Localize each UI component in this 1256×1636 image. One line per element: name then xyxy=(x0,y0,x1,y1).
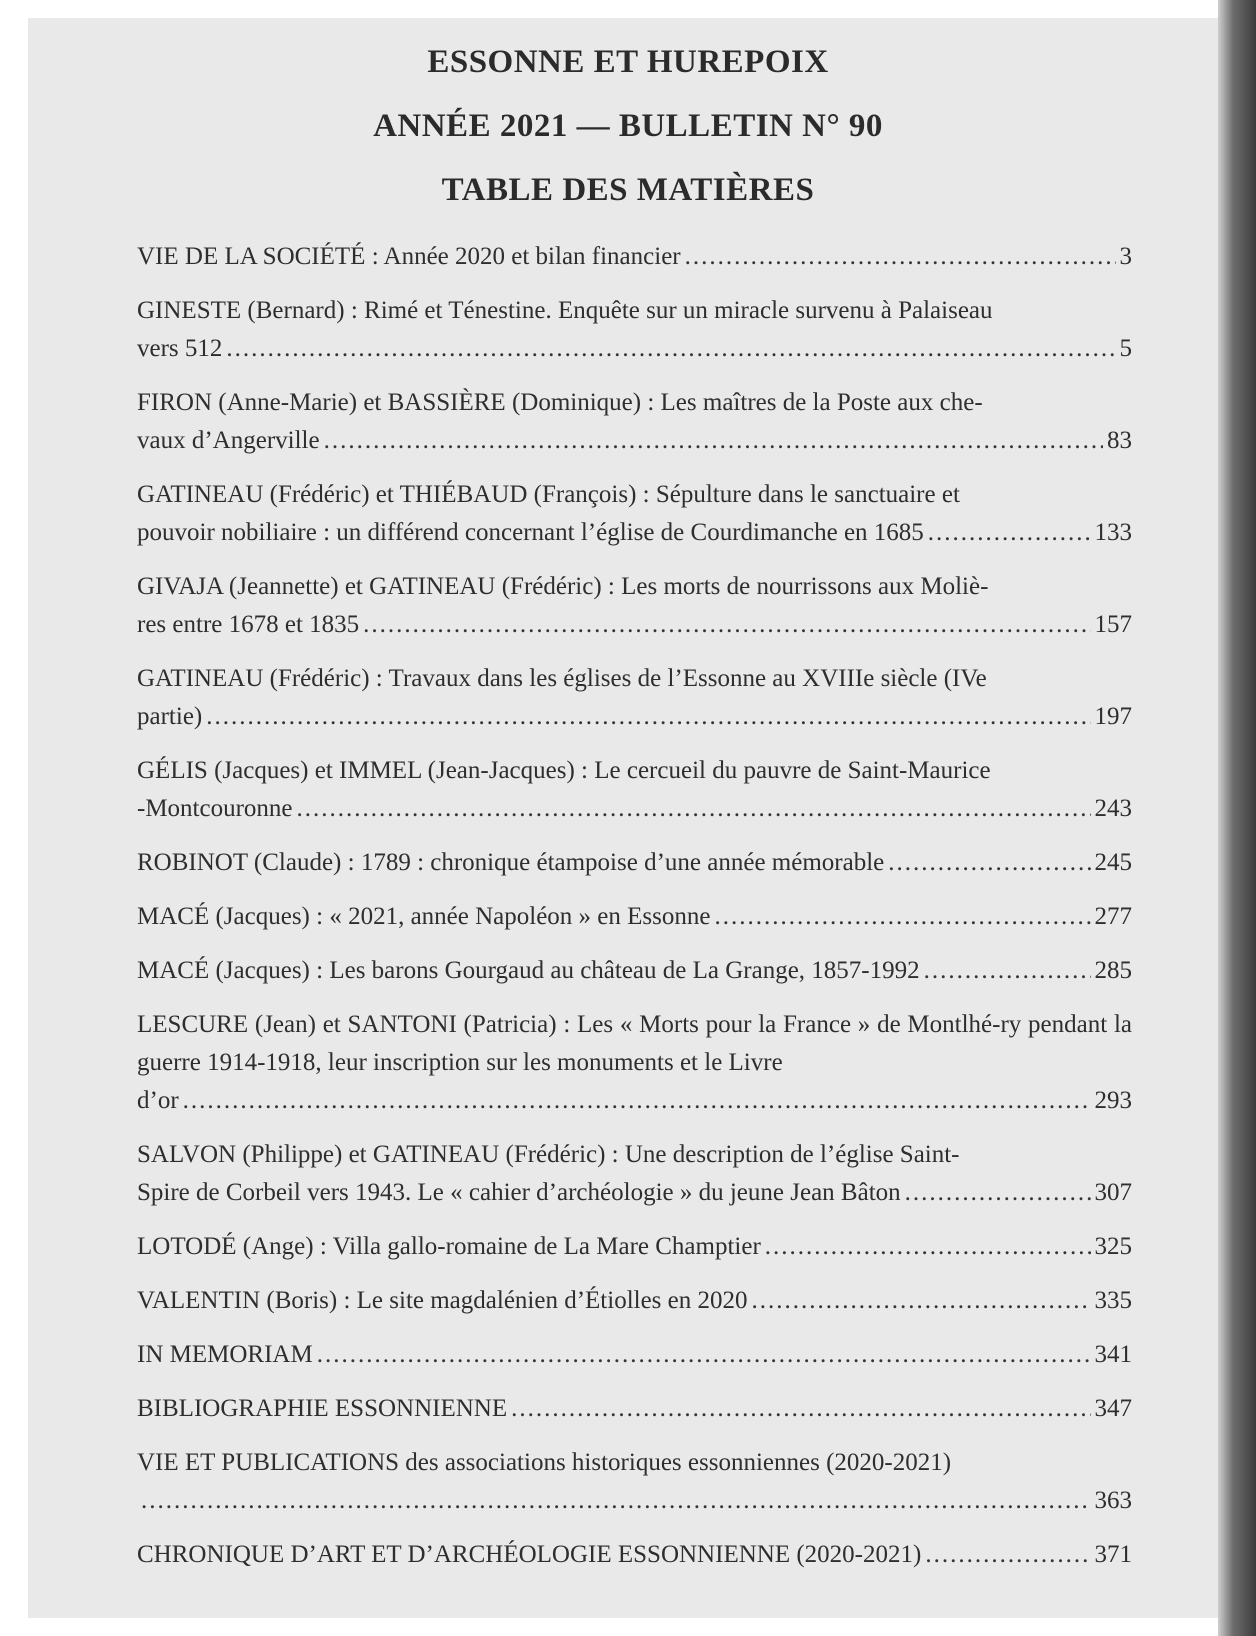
entry-page: 3 xyxy=(1119,243,1132,270)
dot-leader xyxy=(141,1482,1091,1520)
entry-page: 243 xyxy=(1094,795,1132,822)
entry-title: MACÉ (Jacques) : « 2021, année Napoléon » en Essonne xyxy=(137,903,711,930)
entry-title-last: pouvoir nobiliaire : un différend concernant l’église de Courdimanche en 1685 xyxy=(137,519,924,546)
toc-entry xyxy=(137,1136,1132,1212)
entry-page: 293 xyxy=(1094,1087,1132,1114)
entry-title-last: Spire de Corbeil vers 1943. Le « cahier d’archéologie » du jeune Jean Bâton xyxy=(137,1179,901,1206)
entry-title: LOTODÉ (Ange) : Villa gallo-romaine de La Mare Champtier xyxy=(137,1233,761,1260)
dot-leader xyxy=(714,898,1090,936)
toc-entry xyxy=(137,1336,1132,1374)
section-title: TABLE DES MATIÈRES xyxy=(441,172,815,208)
toc-entry xyxy=(137,1006,1132,1120)
entry-title-last: d’or xyxy=(137,1087,179,1114)
entry-page: 245 xyxy=(1094,849,1132,876)
dot-leader xyxy=(183,1082,1091,1120)
entry-title-first: FIRON (Anne-Marie) et BASSIÈRE (Dominique) : Les maîtres de la Poste aux che- xyxy=(137,389,983,416)
toc-entry xyxy=(137,476,1132,552)
journal-title: ESSONNE ET HUREPOIX xyxy=(427,44,829,80)
entry-title: BIBLIOGRAPHIE ESSONNIENNE xyxy=(137,1395,508,1422)
entry-title: VALENTIN (Boris) : Le site magdalénien d’Étiolles en 2020 xyxy=(137,1287,748,1314)
toc-entry xyxy=(137,238,1132,276)
entry-title-first: SALVON (Philippe) et GATINEAU (Frédéric) : Une description de l’église Saint- xyxy=(137,1141,960,1168)
entry-title: CHRONIQUE D’ART ET D’ARCHÉOLOGIE ESSONNIENNE (2020-2021) xyxy=(137,1541,922,1568)
issue-title: ANNÉE 2021 — BULLETIN N° 90 xyxy=(373,108,883,144)
entry-page: 325 xyxy=(1094,1233,1132,1260)
entry-title: IN MEMORIAM xyxy=(137,1341,313,1368)
toc-entry xyxy=(137,952,1132,990)
entry-page: 5 xyxy=(1119,335,1132,362)
entry-title-first: LESCURE (Jean) et SANTONI (Patricia) : Les « Morts pour la France » de Montlhé-ry pendant la guerre 1914-1918, leur inscription sur les monuments et le Livre xyxy=(137,1011,1132,1076)
entry-title-last: vaux d’Angerville xyxy=(137,427,320,454)
toc-entry xyxy=(137,568,1132,644)
entry-title-first: GÉLIS (Jacques) et IMMEL (Jean-Jacques) : Le cercueil du pauvre de Saint-Maurice xyxy=(137,757,991,784)
toc-entry xyxy=(137,844,1132,882)
toc-entry xyxy=(137,1282,1132,1320)
entry-title-last: -Montcouronne xyxy=(137,795,293,822)
entry-title-first: VIE ET PUBLICATIONS des associations historiques essonniennes (2020-2021) xyxy=(137,1449,952,1476)
toc-entry xyxy=(137,660,1132,736)
entry-title: MACÉ (Jacques) : Les barons Gourgaud au château de La Grange, 1857-1992 xyxy=(137,957,920,984)
entry-page: 371 xyxy=(1094,1541,1132,1568)
entry-page: 341 xyxy=(1094,1341,1132,1368)
entry-title-first: GATINEAU (Frédéric) et THIÉBAUD (François) : Sépulture dans le sanctuaire et xyxy=(137,481,960,508)
binding-shadow xyxy=(1218,0,1256,1636)
dot-leader xyxy=(925,1536,1090,1574)
entry-page: 335 xyxy=(1094,1287,1132,1314)
toc-entry xyxy=(137,1536,1132,1574)
dot-leader xyxy=(297,790,1091,828)
dot-leader xyxy=(765,1228,1091,1266)
dot-leader xyxy=(206,698,1090,736)
dot-leader xyxy=(363,606,1090,644)
dot-leader xyxy=(924,952,1091,990)
dot-leader xyxy=(752,1282,1091,1320)
entry-title: VIE DE LA SOCIÉTÉ : Année 2020 et bilan financier xyxy=(137,243,681,270)
entry-page: 285 xyxy=(1094,957,1132,984)
dot-leader xyxy=(324,422,1103,460)
entry-page: 133 xyxy=(1094,519,1132,546)
entry-page: 83 xyxy=(1107,427,1132,454)
dot-leader xyxy=(685,238,1116,276)
entry-page: 197 xyxy=(1094,703,1132,730)
dot-leader xyxy=(511,1390,1090,1428)
entry-title-first: GINESTE (Bernard) : Rimé et Ténestine. Enquête sur un miracle survenu à Palaiseau xyxy=(137,297,993,324)
entry-title: ROBINOT (Claude) : 1789 : chronique étampoise d’une année mémorable xyxy=(137,849,885,876)
entry-title-first: GIVAJA (Jeannette) et GATINEAU (Frédéric) : Les morts de nourrissons aux Moliè- xyxy=(137,573,989,600)
entry-title-last: vers 512 xyxy=(137,335,223,362)
toc-entry xyxy=(137,1228,1132,1266)
dot-leader xyxy=(905,1174,1091,1212)
toc-entry xyxy=(137,752,1132,828)
toc-entry xyxy=(137,1444,1132,1520)
dot-leader xyxy=(928,514,1091,552)
entry-page: 277 xyxy=(1094,903,1132,930)
toc-entry xyxy=(137,384,1132,460)
dot-leader xyxy=(888,844,1090,882)
toc-entry xyxy=(137,292,1132,368)
entry-title-last: res entre 1678 et 1835 xyxy=(137,611,360,638)
entry-page: 157 xyxy=(1094,611,1132,638)
entry-page: 307 xyxy=(1094,1179,1132,1206)
entry-title-first: GATINEAU (Frédéric) : Travaux dans les églises de l’Essonne au XVIIIe siècle (IVe xyxy=(137,665,987,692)
entry-title-last: partie) xyxy=(137,703,203,730)
table-of-contents xyxy=(137,238,1132,1590)
entry-page: 363 xyxy=(1094,1487,1132,1514)
dot-leader xyxy=(317,1336,1091,1374)
entry-page: 347 xyxy=(1094,1395,1132,1422)
toc-entry xyxy=(137,898,1132,936)
dot-leader xyxy=(226,330,1115,368)
toc-entry xyxy=(137,1390,1132,1428)
